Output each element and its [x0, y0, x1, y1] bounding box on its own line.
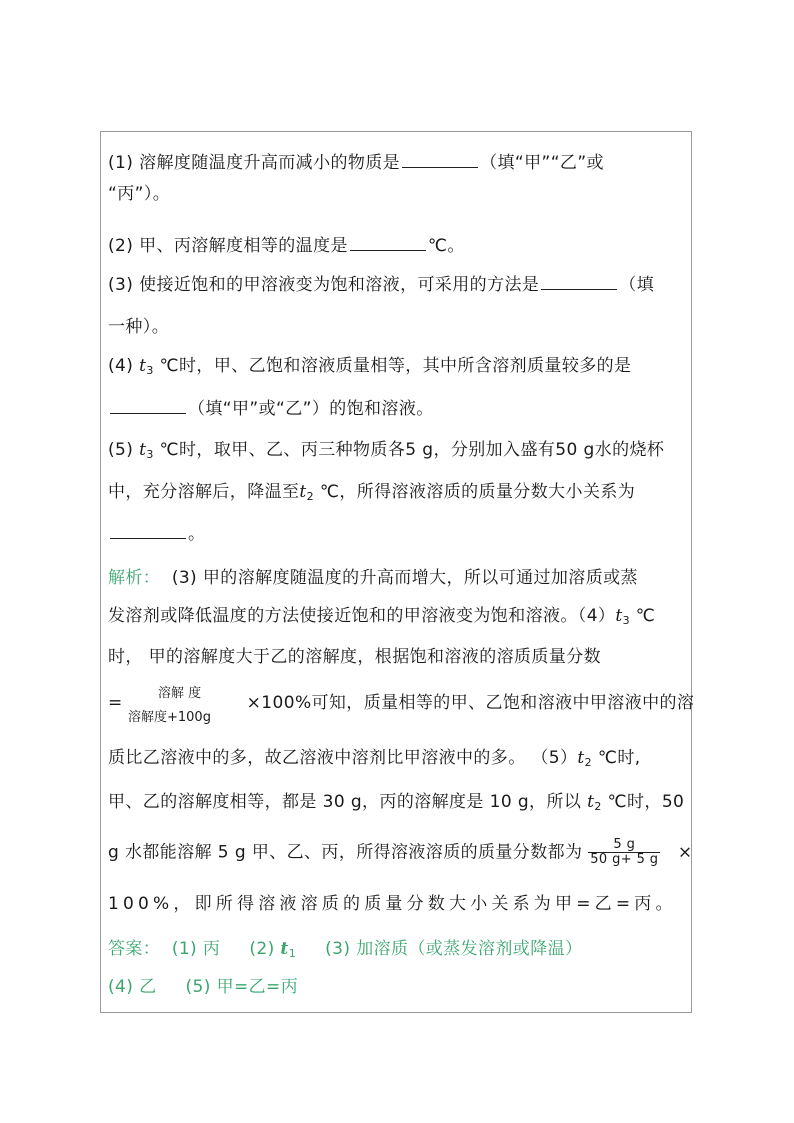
q4-temp-t: t — [139, 356, 147, 376]
analysis-unit: ℃ — [629, 606, 656, 626]
q4-blank — [110, 397, 186, 414]
q4-temp-sub: 3 — [146, 364, 154, 377]
analysis-line5 — [108, 747, 641, 774]
q3-text: (3) 使接近饱和的甲溶液变为饱和溶液，可采用的方法是 — [108, 275, 540, 295]
analysis-unit-6: ℃时，50 — [601, 792, 685, 812]
q2-text: (2) 甲、丙溶解度相等的温度是 — [108, 236, 348, 256]
q1-line1 — [108, 151, 604, 174]
analysis-temp-t: t — [615, 606, 623, 626]
analysis-line8 — [108, 893, 677, 915]
q4-num: (4) — [108, 356, 140, 376]
q2-blank — [350, 234, 426, 251]
q3-line2 — [108, 316, 169, 338]
equals-sign: = — [108, 693, 123, 713]
answer-5: (5) 甲=乙=丙 — [185, 977, 299, 997]
q4-hint: （填“甲”或“乙”）的饱和溶液。 — [188, 399, 434, 419]
analysis-text-6: 甲、乙的溶解度相等，都是 30 g，丙的溶解度是 10 g，所以 — [108, 792, 588, 812]
q4-text: ℃时，甲、乙饱和溶液质量相等，其中所含溶剂质量较多的是 — [153, 356, 632, 376]
q5-line2 — [108, 481, 635, 508]
answer-line1 — [108, 938, 582, 965]
answer-1: (1) 丙 — [171, 939, 221, 959]
q5-temp-sub: 3 — [146, 448, 154, 461]
fraction-numerator: 溶解 度 — [158, 686, 202, 701]
q5-text-end: ℃，所得溶液溶质的质量分数大小关系为 — [314, 482, 636, 502]
q1-text: (1) 溶解度随温度升高而减小的物质是 — [108, 153, 401, 173]
analysis-line3 — [108, 646, 601, 668]
analysis-temp-sub: 3 — [622, 614, 630, 627]
analysis-line1 — [108, 567, 638, 589]
analysis-temp5-sub: 2 — [584, 756, 593, 769]
q5-temp-t: t — [139, 440, 147, 460]
analysis-text-3: 时， 甲的溶解度大于乙的溶解度，根据饱和溶液的溶质质量分数 — [108, 647, 602, 667]
q1-hint: （填“甲”“乙”或 — [480, 153, 604, 173]
analysis-text-2: 发溶剂或降低温度的方法使接近饱和的甲溶液变为饱和溶液。（4） — [108, 606, 616, 626]
analysis-label: 解析： — [108, 568, 161, 588]
q3-hint-cont: 一种）。 — [108, 317, 170, 337]
analysis-temp6-t: t — [587, 792, 595, 812]
q3-line1 — [108, 273, 654, 296]
answer-2-t: t — [280, 939, 289, 959]
q1-blank — [402, 151, 478, 168]
q4-line2 — [108, 397, 434, 420]
q5-line1 — [108, 439, 664, 466]
q5-num: (5) — [108, 440, 140, 460]
analysis-line7 — [108, 838, 693, 867]
q5-text: ℃时，取甲、乙、丙三种物质各5 g，分别加入盛有50 g水的烧杯 — [153, 440, 665, 460]
mass-fraction — [588, 838, 660, 867]
q5-blank — [110, 522, 186, 539]
q2-line — [108, 234, 465, 257]
mass-fraction-numerator: 5 g — [613, 837, 636, 852]
analysis-text-1: (3) 甲的溶解度随温度的升高而增大，所以可通过加溶质或蒸 — [171, 568, 638, 588]
q5-text-cont: 中，充分溶解后，降温至 — [108, 482, 300, 502]
answer-label: 答案： — [108, 939, 161, 959]
q2-unit: ℃。 — [427, 236, 465, 256]
analysis-line4 — [108, 692, 694, 714]
answer-2-sub: 1 — [288, 947, 297, 960]
fraction-denominator: 溶解度+100g — [128, 710, 211, 725]
analysis-line2 — [108, 605, 655, 632]
q5-temp2-t: t — [299, 482, 307, 502]
analysis-text-8: 100%，即所得溶液溶质的质量分数大小关系为甲=乙=丙。 — [108, 894, 677, 914]
q1-hint-cont: “丙”）。 — [108, 184, 171, 204]
times-sign: × — [677, 842, 693, 863]
q5-period: 。 — [188, 524, 206, 544]
analysis-text-4: ×100%可知，质量相等的甲、乙饱和溶液中甲溶液中的溶 — [246, 693, 695, 713]
answer-3: (3) 加溶质（或蒸发溶剂或降温） — [325, 939, 583, 959]
q3-blank — [541, 273, 617, 290]
analysis-temp6-sub: 2 — [594, 800, 602, 813]
mass-fraction-denominator: 50 g+ 5 g — [590, 852, 659, 867]
analysis-temp5-t: t — [577, 748, 585, 768]
q4-line1 — [108, 355, 631, 382]
analysis-unit-5: ℃时, — [592, 748, 641, 768]
answer-line2 — [108, 976, 298, 998]
q3-hint: （填 — [619, 275, 655, 295]
analysis-text-7: g 水都能溶解 5 g 甲、乙、丙，所得溶液溶质的质量分数都为 — [108, 842, 583, 863]
answer-4: (4) 乙 — [108, 977, 157, 997]
answer-2: (2) — [249, 939, 281, 959]
analysis-text-5: 质比乙溶液中的多，故乙溶液中溶剂比甲溶液中的多。 （5） — [108, 748, 578, 768]
q1-line2 — [108, 183, 170, 205]
q5-line3 — [108, 522, 205, 545]
q5-temp2-sub: 2 — [306, 490, 315, 503]
analysis-line6 — [108, 791, 684, 818]
